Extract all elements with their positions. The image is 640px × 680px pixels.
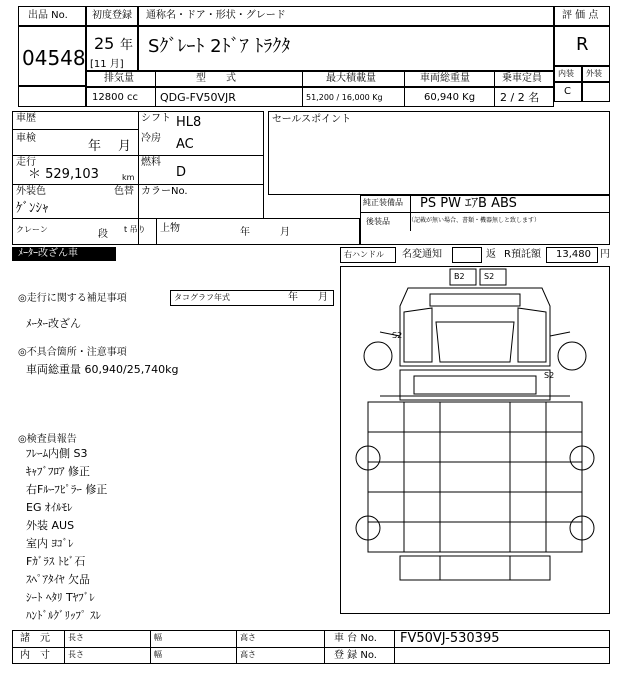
load-label: 最大積載量 — [326, 73, 376, 84]
capacity-value: 2 / 2 名 — [500, 91, 540, 104]
width-label: 幅 — [154, 633, 162, 642]
shaken-month: 月 — [118, 139, 132, 154]
type-label: 型 式 — [196, 73, 236, 84]
history-label: 車歴 — [16, 113, 36, 124]
exterior-score-cell — [582, 82, 610, 102]
body-cell — [156, 218, 360, 245]
capacity-label: 乗車定員 — [502, 73, 542, 84]
interior-label: 内装 — [558, 69, 574, 78]
damage-mark-b2: B2 — [454, 272, 465, 281]
color-code-label: カラーNo. — [141, 186, 188, 197]
model-label: 通称名・ドア・形状・グレード — [146, 10, 286, 21]
name-change-box — [452, 247, 482, 263]
registration-label: 登 録 No. — [334, 650, 377, 661]
shaken-year: 年 — [88, 139, 102, 154]
mileage-value: ＊ 529,103 — [28, 167, 99, 182]
inspector-item: Fｶﾞﾗｽ ﾄﾋﾞ石 — [26, 555, 86, 568]
color-change-label: 色替 — [114, 186, 134, 197]
dims-footer-label: 内 寸 — [20, 650, 50, 661]
recycle-tax-label: R預託額 — [504, 249, 541, 260]
mileage-label: 走行 — [16, 157, 36, 168]
height-label-2: 高さ — [240, 650, 256, 659]
height-label: 高さ — [240, 633, 256, 642]
fuel-label: 燃料 — [141, 157, 161, 168]
first-reg-label: 初度登録 — [92, 10, 132, 21]
year-unit: 年 — [120, 38, 134, 53]
fuel-value: D — [176, 165, 187, 180]
tachograph-month: 月 — [318, 292, 328, 303]
shift-value: HL8 — [176, 115, 202, 130]
load-value: 51,200 / 16,000 Kg — [306, 93, 383, 102]
aftermarket-note: （記載が無い場合、書類・機器無しと致します） — [408, 217, 541, 224]
interior-score: C — [564, 86, 571, 97]
vehicle-diagram — [340, 266, 610, 614]
inspector-item: 室内 ﾖｺﾞﾚ — [26, 537, 74, 550]
model-name: Sｸﾞﾚｰﾄ 2ﾄﾞｱ ﾄﾗｸﾀ — [148, 36, 291, 57]
mileage-note: ﾒｰﾀｰ改ざん — [26, 317, 81, 330]
body-label: 上物 — [160, 223, 180, 234]
lot-label: 出品 No. — [28, 10, 68, 21]
yen-label: 円 — [600, 249, 610, 260]
inspector-heading: ◎検査員報告 — [18, 434, 77, 445]
crane-label: クレーン — [16, 225, 48, 234]
displacement-label: 排気量 — [104, 73, 134, 84]
shaken-label: 車検 — [16, 133, 36, 144]
meter-warning-text: ﾒｰﾀｰ改ざん車 — [18, 248, 78, 259]
mileage-notes-heading: ◎走行に関する補足事項 — [18, 293, 127, 304]
tachograph-year: 年 — [288, 292, 298, 303]
score-label: 評 価 点 — [562, 10, 599, 21]
standard-equipment-label: 純正装備品 — [363, 198, 403, 207]
inspector-item: ｷｬﾌﾞﾌﾛｱ 修正 — [26, 465, 90, 478]
body-year: 年 — [240, 227, 250, 238]
name-change-label: 名変通知 — [402, 249, 442, 260]
crane-stage: 段 — [98, 229, 108, 240]
inspector-item: 外装 AUS — [26, 519, 75, 532]
ac-label: 冷房 — [141, 133, 161, 144]
ac-value: AC — [176, 137, 194, 152]
color-value: ｹﾞﾝｼｬ — [16, 201, 49, 216]
length-label-2: 長さ — [68, 650, 84, 659]
sales-point-label: セールスポイント — [272, 114, 352, 125]
defect-heading: ◎不具合箇所・注意事項 — [18, 347, 127, 358]
tachograph-label: タコグラフ年式 — [174, 293, 230, 302]
spec-footer-label: 諸 元 — [20, 633, 50, 644]
year-value: 25 — [94, 34, 115, 53]
type-value: QDG-FV50VJR — [160, 91, 236, 104]
crane-lift: t 吊り — [124, 225, 146, 234]
inspector-item: ｽﾍﾟｱﾀｲﾔ 欠品 — [26, 573, 90, 586]
defect-note: 車両総重量 60,940/25,740kg — [26, 363, 179, 376]
displacement-value: 12800 cc — [92, 92, 138, 103]
inspector-item: ﾊﾝﾄﾞﾙｸﾞﾘｯﾌﾟ ｽﾚ — [26, 609, 101, 622]
month-value: [11 月] — [90, 59, 124, 70]
lot-number: 04548 — [22, 46, 86, 70]
inspector-item: ｼｰﾄ ﾍﾀﾘ Tﾔﾌﾞﾚ — [26, 591, 95, 604]
chassis-label: 車 台 No. — [334, 633, 377, 644]
damage-mark-s2-left: S2 — [392, 331, 403, 340]
overall-score: R — [576, 34, 589, 55]
mileage-unit: km — [122, 173, 135, 182]
width-label-2: 幅 — [154, 650, 162, 659]
handle-side: 右ハンドル — [344, 250, 384, 259]
gross-weight-value: 60,940 Kg — [424, 92, 476, 103]
body-month: 月 — [280, 227, 290, 238]
gross-weight-label: 車両総重量 — [420, 73, 470, 84]
aftermarket-label: 後装品 — [366, 217, 390, 226]
damage-mark-s2-top: S2 — [484, 272, 495, 281]
chassis-value: FV50VJ-530395 — [400, 631, 500, 646]
inspector-item: EG ｵｲﾙﾓﾚ — [26, 501, 73, 514]
spec-labels-row — [86, 71, 554, 87]
return-label: 返 — [486, 249, 496, 260]
inspector-item: ﾌﾚｰﾑ内側 S3 — [26, 447, 88, 460]
length-label: 長さ — [68, 633, 84, 642]
recycle-tax-value: 13,480 — [556, 249, 591, 260]
shift-label: シフト — [141, 113, 171, 124]
color-label: 外装色 — [16, 186, 46, 197]
lot-bottom-cell — [18, 86, 86, 107]
damage-mark-s2-right: S2 — [544, 371, 555, 380]
exterior-label: 外装 — [586, 69, 602, 78]
inspector-item: 右Fﾙｰﾌﾋﾟﾗｰ 修正 — [26, 483, 108, 496]
standard-equipment-value: PS PW ｴｱB ABS — [420, 196, 517, 211]
